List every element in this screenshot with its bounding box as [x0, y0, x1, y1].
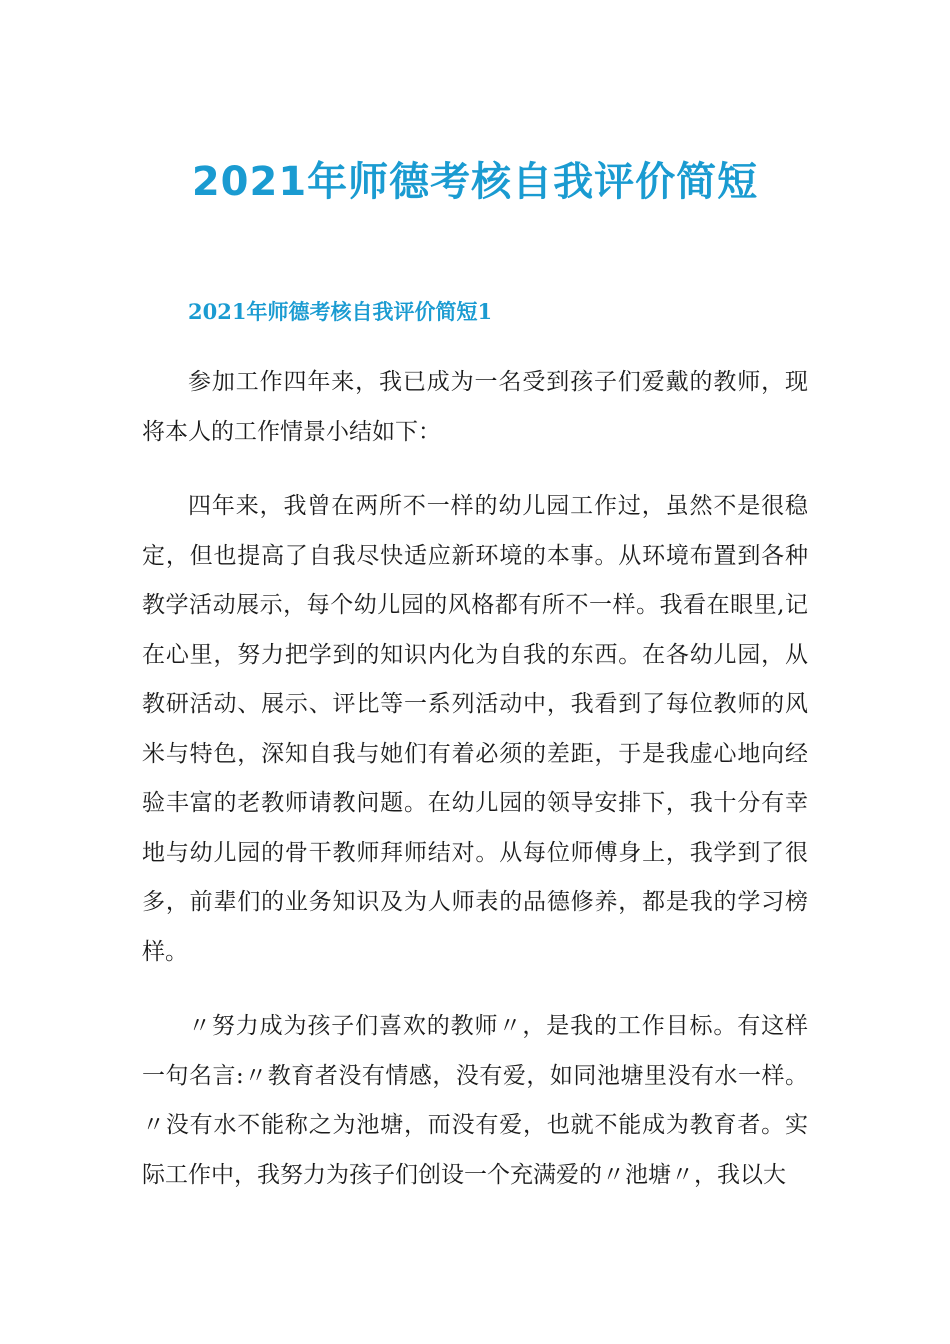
paragraph-2: 四年来，我曾在两所不一样的幼儿园工作过，虽然不是很稳定，但也提高了自我尽快适应新环境的本事。从环境布置到各种教学活动展示，每个幼儿园的风格都有所不一样。我看在眼里,记在心里，努力把学到的知识内化为自我的东西。在各幼儿园，从教研活动、展示、评比等一系列活动中，我看到了每位教师的风米与特色，深知自我与她们有着必须的差距，于是我虚心地向经验丰富的老教师请教问题。在幼儿园的领导安排下，我十分有幸地与幼儿园的骨干教师拜师结对。从每位师傅身上，我学到了很多，前辈们的业务知识及为人师表的品德修养，都是我的学习榜样。: [142, 493, 808, 965]
document-body: [142, 358, 808, 1225]
section-heading: 2021年师德考核自我评价简短1: [188, 299, 493, 324]
document-title: 2021年师德考核自我评价简短: [191, 159, 759, 205]
paragraph-1: 参加工作四年来，我已成为一名受到孩子们爱戴的教师，现将本人的工作情景小结如下：: [142, 369, 808, 445]
paragraph-3: 〃努力成为孩子们喜欢的教师〃，是我的工作目标。有这样一句名言:〃教育者没有情感，没有爱，如同池塘里没有水一样。〃没有水不能称之为池塘，而没有爱，也就不能成为教育者。实际工作中，我努力为孩子们创设一个充满爱的〃池塘〃，我以大: [142, 1013, 808, 1188]
